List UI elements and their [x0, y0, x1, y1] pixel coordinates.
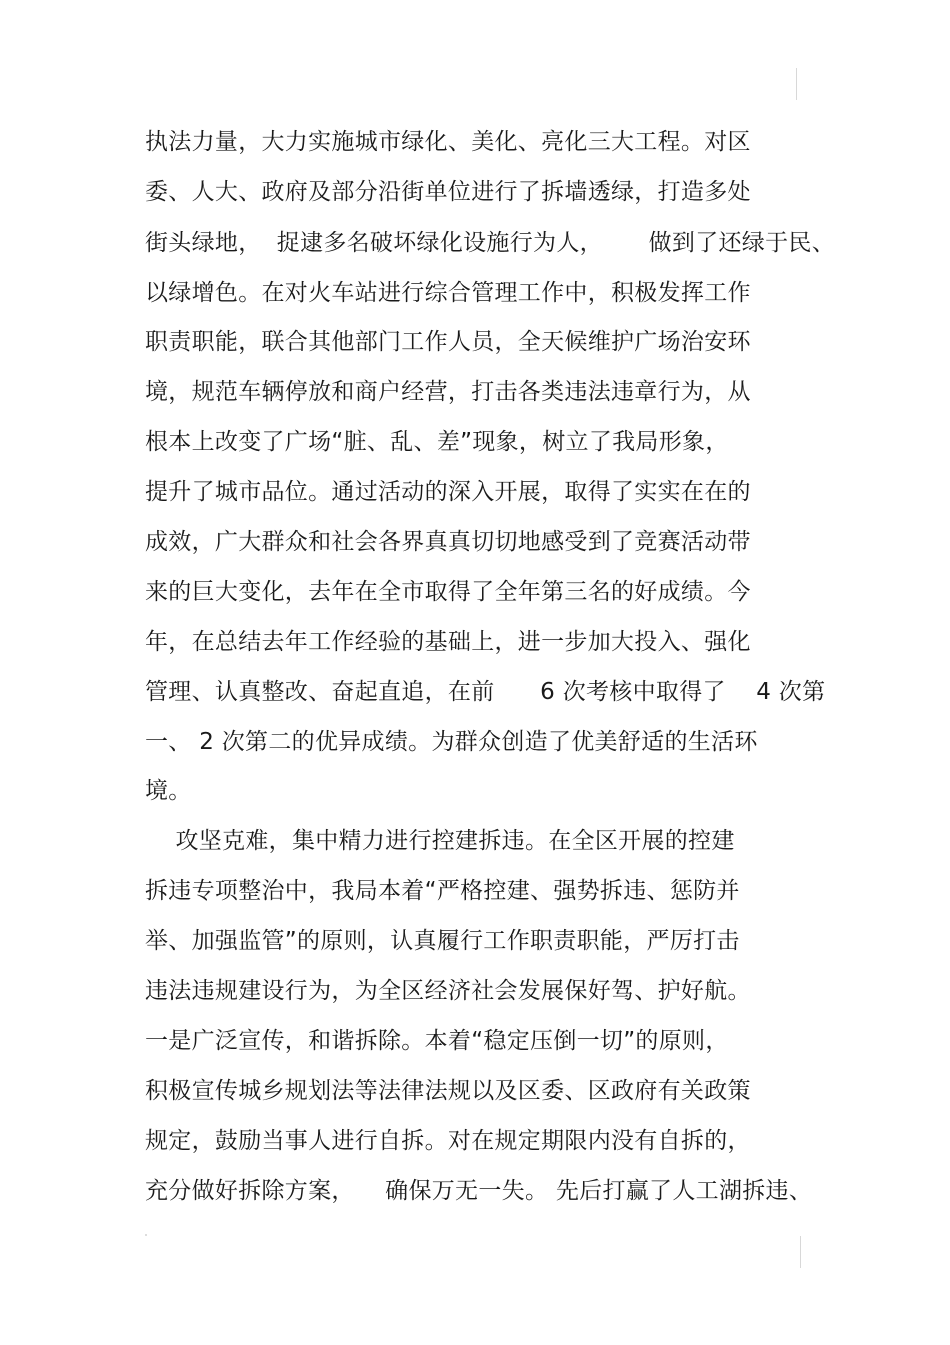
- text-line: 职责职能，联合其他部门工作人员，全天候维护广场治安环: [145, 329, 751, 355]
- text-line: 积极宣传城乡规划法等法律法规以及区委、区政府有关政策: [145, 1078, 751, 1104]
- text-line: 来的巨大变化，去年在全市取得了全年第三名的好成绩。今: [145, 579, 751, 605]
- text-line: 拆违专项整治中，我局本着“严格控建、强势拆违、惩防并: [145, 878, 740, 904]
- page-margin-mark-top: [796, 68, 797, 100]
- text-line: 以绿增色。在对火车站进行综合管理工作中，积极发挥工作: [145, 280, 751, 306]
- text-line: 一、 2 次第二的优异成绩。为群众创造了优美舒适的生活环: [145, 729, 758, 755]
- text-line: 一是广泛宣传，和谐拆除。本着“稳定压倒一切”的原则，: [145, 1028, 729, 1054]
- paragraph-start-line: 攻坚克难，集中精力进行控建拆违。在全区开展的控建: [145, 828, 735, 854]
- page-corner-mark: [145, 1234, 147, 1236]
- text-line: 年，在总结去年工作经验的基础上，进一步加大投入、强化: [145, 629, 751, 655]
- text-line: 成效，广大群众和社会各界真真切切地感受到了竞赛活动带: [145, 529, 751, 555]
- text-line: 管理、认真整改、奋起直追，在前 6 次考核中取得了 4 次第: [145, 679, 826, 705]
- text-line: 境。: [145, 778, 192, 804]
- text-line: 举、加强监管”的原则，认真履行工作职责职能，严厉打击: [145, 928, 740, 954]
- text-line: 提升了城市品位。通过活动的深入开展，取得了实实在在的: [145, 479, 751, 505]
- text-line: 委、人大、政府及部分沿街单位进行了拆墙透绿，打造多处: [145, 179, 751, 205]
- text-line: 规定，鼓励当事人进行自拆。对在规定期限内没有自拆的，: [145, 1128, 751, 1154]
- text-line: 违法违规建设行为，为全区经济社会发展保好驾、护好航。: [145, 978, 751, 1004]
- text-line: 街头绿地， 捉逮多名破坏绿化设施行为人， 做到了还绿于民、: [145, 230, 835, 256]
- text-line: 充分做好拆除方案， 确保万无一失。 先后打赢了人工湖拆违、: [145, 1178, 813, 1204]
- text-line: 境，规范车辆停放和商户经营，打击各类违法违章行为，从: [145, 379, 751, 405]
- text-line: 执法力量，大力实施城市绿化、美化、亮化三大工程。对区: [145, 129, 751, 155]
- page-margin-mark-bottom: [800, 1236, 801, 1268]
- text-line: 根本上改变了广场“脏、乱、差”现象，树立了我局形象，: [145, 429, 729, 455]
